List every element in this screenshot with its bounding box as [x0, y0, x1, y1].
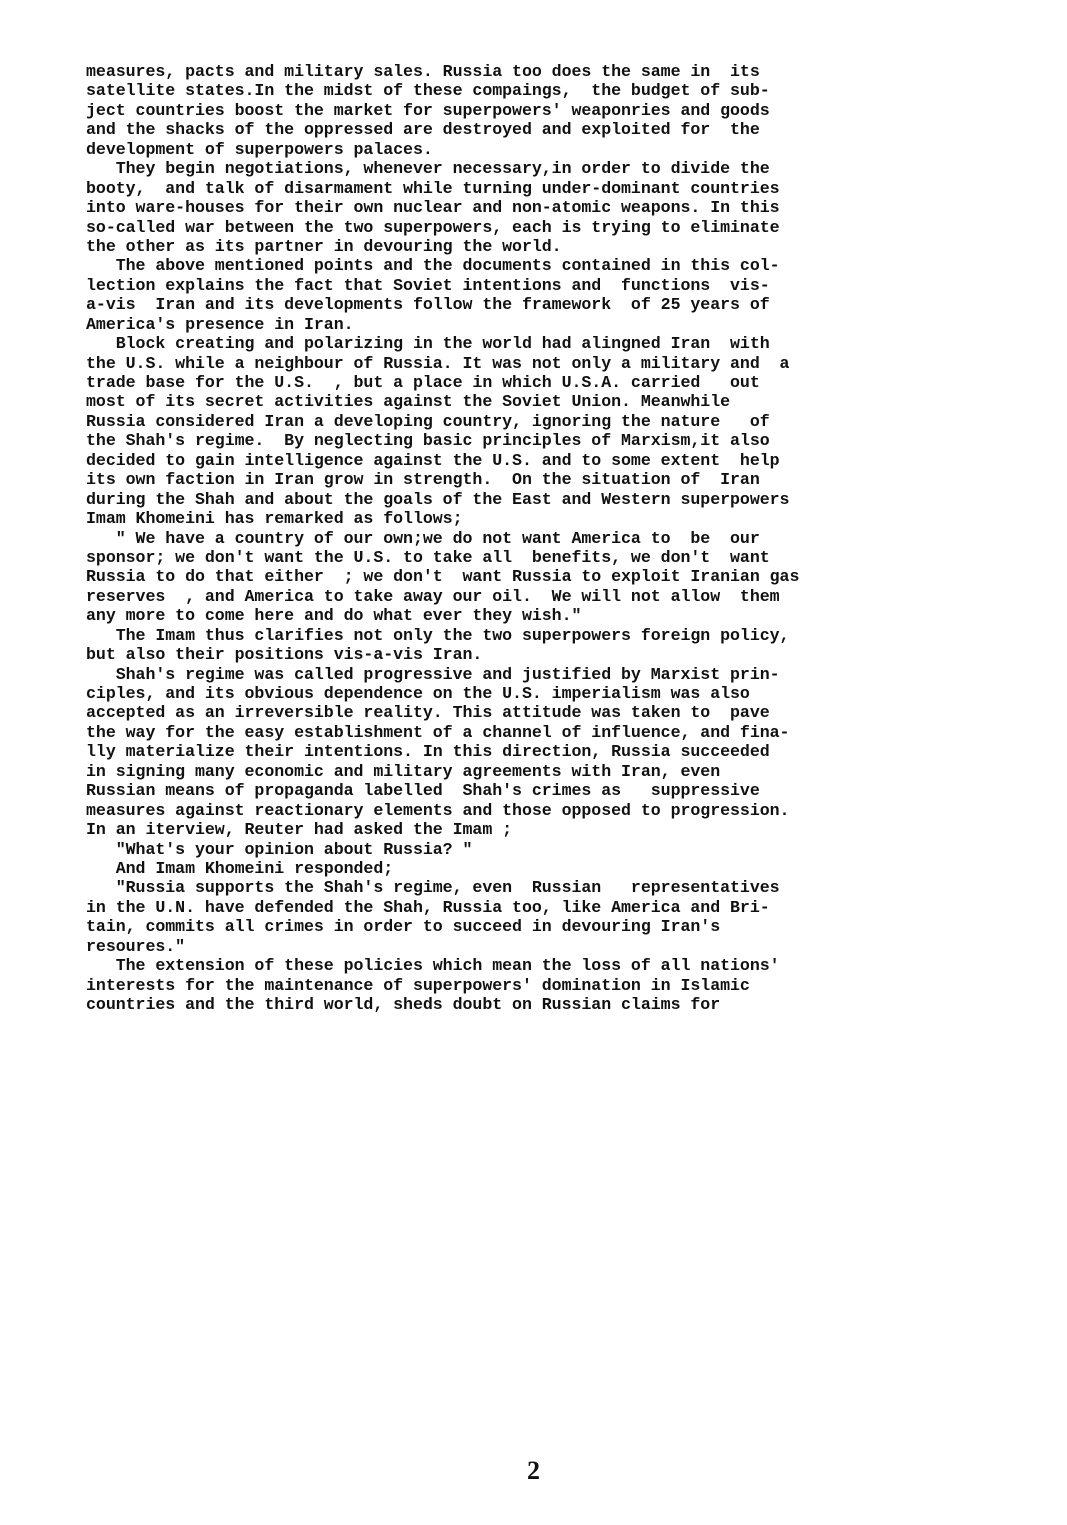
- text-line: The extension of these policies which mean the loss of all nations': [86, 956, 780, 976]
- text-line: measures against reactionary elements and those opposed to progression.: [86, 800, 790, 820]
- text-line: measures, pacts and military sales. Russia too does the same in its: [86, 62, 760, 81]
- text-line: its own faction in Iran grow in strength. On the situation of Iran: [86, 470, 760, 490]
- text-line: America's presence in Iran.: [86, 314, 354, 334]
- text-line: booty, and talk of disarmament while turning under-dominant countries: [86, 178, 780, 198]
- text-line: the U.S. while a neighbour of Russia. It was not only a military and a: [86, 353, 790, 373]
- text-line: "Russia supports the Shah's regime, even Russian representatives: [86, 878, 780, 898]
- text-line: reserves , and America to take away our oil. We will not allow them: [86, 586, 780, 606]
- text-line: the way for the easy establishment of a channel of influence, and fina-: [86, 722, 790, 742]
- text-line: decided to gain intelligence against the U.S. and to some extent help: [86, 450, 780, 470]
- text-line: most of its secret activities against the Soviet Union. Meanwhile: [86, 392, 731, 412]
- text-line: Block creating and polarizing in the world had alingned Iran with: [86, 334, 770, 354]
- page-number: 2: [527, 1456, 540, 1485]
- text-line: but also their positions vis-a-vis Iran.: [86, 645, 483, 665]
- text-line: The Imam thus clarifies not only the two superpowers foreign policy,: [86, 625, 790, 645]
- text-line: resoures.": [86, 936, 186, 956]
- text-line: countries and the third world, sheds doubt on Russian claims for: [86, 995, 721, 1014]
- text-line: tain, commits all crimes in order to succeed in devouring Iran's: [86, 917, 721, 937]
- text-line: In an iterview, Reuter had asked the Imam ;: [86, 820, 513, 840]
- text-line: satellite states.In the midst of these compaings, the budget of sub-: [86, 81, 770, 101]
- body-text: [86, 62, 916, 1014]
- text-line: Russia to do that either ; we don't want Russia to exploit Iranian gas: [86, 567, 800, 587]
- text-line: "What's your opinion about Russia? ": [86, 839, 473, 859]
- text-line: development of superpowers palaces.: [86, 139, 433, 159]
- text-line: ciples, and its obvious dependence on the U.S. imperialism was also: [86, 684, 750, 703]
- text-line: trade base for the U.S. , but a place in which U.S.A. carried out: [86, 373, 760, 392]
- text-line: so-called war between the two superpowers, each is trying to eliminate: [86, 217, 780, 237]
- text-line: " We have a country of our own;we do not want America to be our: [86, 528, 760, 548]
- text-line: Imam Khomeini has remarked as follows;: [86, 509, 463, 529]
- text-line: Russia considered Iran a developing country, ignoring the nature of: [86, 411, 770, 431]
- text-line: Shah's regime was called progressive and justified by Marxist prin-: [86, 664, 780, 684]
- text-line: accepted as an irreversible reality. This attitude was taken to pave: [86, 703, 770, 723]
- text-line: the Shah's regime. By neglecting basic principles of Marxism,it also: [86, 431, 770, 451]
- text-line: sponsor; we don't want the U.S. to take all benefits, we don't want: [86, 547, 770, 567]
- text-line: lly materialize their intentions. In this direction, Russia succeeded: [86, 742, 770, 762]
- text-line: They begin negotiations, whenever necessary,in order to divide the: [86, 159, 770, 179]
- text-line: Russian means of propaganda labelled Shah's crimes as suppressive: [86, 781, 760, 801]
- text-line: And Imam Khomeini responded;: [86, 858, 394, 878]
- text-line: any more to come here and do what ever they wish.": [86, 606, 582, 626]
- text-line: ject countries boost the market for superpowers' weaponries and goods: [86, 100, 770, 120]
- text-line: lection explains the fact that Soviet intentions and functions vis-: [86, 275, 770, 295]
- text-line: a-vis Iran and its developments follow the framework of 25 years of: [86, 295, 770, 315]
- text-line: into ware-houses for their own nuclear and non-atomic weapons. In this: [86, 198, 780, 218]
- text-line: the other as its partner in devouring the world.: [86, 236, 562, 256]
- text-line: during the Shah and about the goals of the East and Western superpowers: [86, 489, 790, 509]
- text-line: The above mentioned points and the documents contained in this col-: [86, 256, 780, 276]
- text-line: and the shacks of the oppressed are destroyed and exploited for the: [86, 120, 760, 140]
- text-line: interests for the maintenance of superpowers' domination in Islamic: [86, 975, 750, 995]
- text-line: in signing many economic and military agreements with Iran, even: [86, 761, 721, 781]
- text-line: in the U.N. have defended the Shah, Russia too, like America and Bri-: [86, 897, 770, 917]
